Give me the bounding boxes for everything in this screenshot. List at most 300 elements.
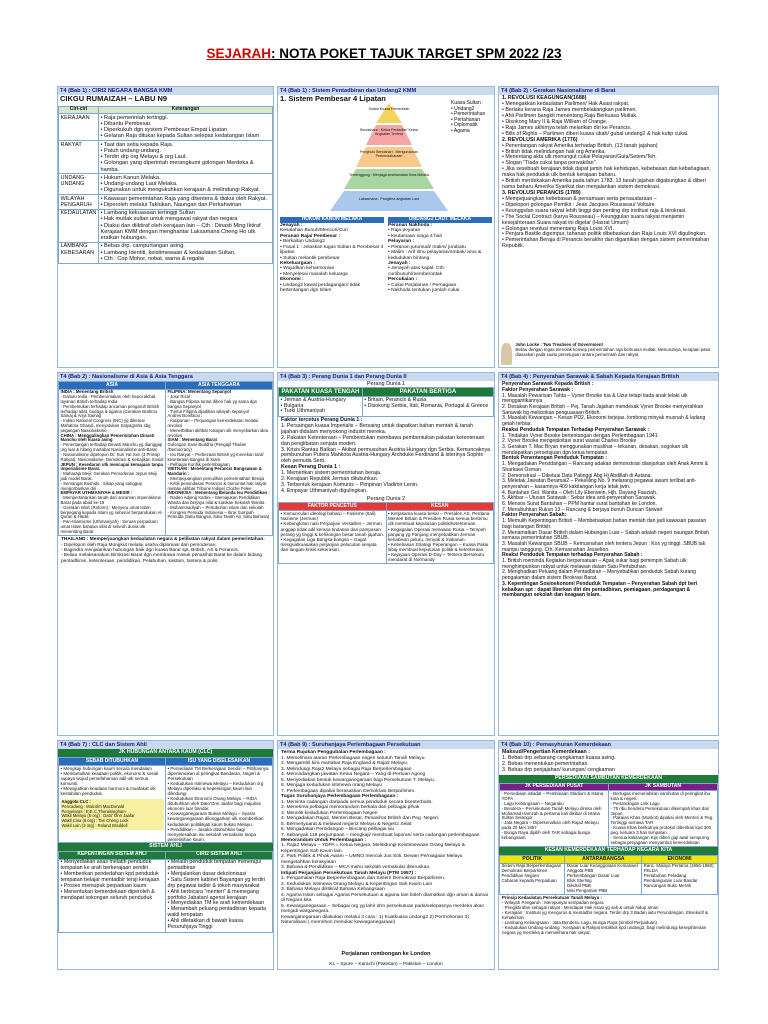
ekonomi-list	[642, 863, 718, 895]
section-suruhanjaya	[277, 740, 495, 970]
kemerdekaan-line: Maksud/Pengertian Kemerdekaan :	[502, 749, 591, 756]
jk-pusat-item: - Jata Negara – Diperkenalkan oleh Raja2 Melayu pada 20 Mei 1957	[501, 820, 599, 831]
suruhanjaya-line: Tugas Suruhanjaya Perlembagaan Perlembagaan :	[281, 794, 399, 800]
rundingan-title: Perjalanan rombongan ke London	[341, 950, 431, 957]
suruhanjaya-line: 2. Mengambil kira martabat Raja England & Raja2 Melayu.	[281, 761, 409, 767]
antarabangsa-item: Perkembangan Dasar Luar	[566, 873, 620, 879]
ciri-item: • Hak mutlak sultan untuk mengawal rakyat dan negara	[100, 216, 238, 223]
sarawak-sabah-line: 3. Kepentingan Sosioekonomi Penduduk Tempatan – Penyerahan Sabah dpt beri kebaikan spt : dapat liberkan diri dm pentadbiran, pemiagaan, perdagangan & membangun sekolah dan keagaan Islam.	[502, 580, 698, 599]
asia-item: JEPUN : Kesedaran utk mencapai kemajuan tanpa imperialisme Barat.	[60, 461, 163, 472]
asia-tenggara-item: - Tuntut Filipina dijadikan wilayah sepanyol	[167, 408, 249, 414]
faktor-item: 1. Persaingan kuasa Imperialis – Bersaing untuk dapatkan bahan mentah & tanah jajahan didalam menyokong industri mereka.	[281, 422, 473, 435]
section-header: T4 (Bab 2) : Nasionalisme di Asia & Asia Tenggara	[58, 373, 273, 381]
asia-tenggara-item: Golongan Sami Buddha (Pengajil Thailan /Democracy)	[167, 442, 247, 453]
suruhanjaya-line: Intipati Perjanjian Persekutuan Tanah Melayu (PTM 1957) :	[281, 870, 416, 876]
politik-item: Demokrasi Berparlimen	[501, 868, 548, 874]
ciri-keterangan	[99, 114, 273, 141]
isu-item: • Persediaan TM Berkerajaan Sendiri – Piltihannya dipertemukan di peringkat Bandaran, Negeri & Persekutuan	[167, 766, 269, 782]
politik-list	[500, 863, 565, 895]
isu-list	[166, 765, 273, 842]
ciri-label: UNDANG-UNDANG	[59, 174, 99, 195]
sarawak-sabah-line: Faktor Penyerahan Sarawak :	[502, 386, 574, 393]
asia-item: - Pembentukan terhadap ancaman pengaruh British terhadap adat, budaya & agama (Gerakan Brahmo Samaj & Arya Samaj)	[60, 403, 160, 419]
uulm-item: • Nakhoda tentukan jumlah cukai	[388, 288, 460, 294]
ciri-item: • Gelaran Raja ditukar kepada Sultan selepas kedatangan Islam	[100, 133, 260, 140]
section-nasionalisme-asia	[57, 372, 274, 736]
barat-line: • British merdekakan Amerika pada tahun 1783. 13 tanah jajahan digabungkan & diberi nama baharu Amerika Syarikat dan menjalankan sistem demokrasi.	[502, 178, 706, 191]
kesan-pd2-item: • Kerjasama kuasa besar – Presiden AS, Perdana Menteri Britain & Presiden Rusia semua bertemu ulk membuat keputusan politik/ketenteraan.	[388, 511, 490, 527]
ciri-item: • Digunakan untuk mengukuhkan kerajaan & melindungi Rakyat.	[100, 187, 261, 194]
hkm-item: Peranan Raja/ Pembesar :	[280, 233, 341, 239]
ciri-sistem-item: • Melatih penduduk tempatan menerajui pentadbiran	[167, 859, 261, 871]
kuasa-list	[451, 107, 491, 135]
barat-line: • Slogan "Tiada cukai tanpa perwakilan".	[502, 160, 597, 167]
ciri-row	[59, 209, 273, 242]
sistem-pembesar-title: 1. Sistem Pembesar 4 Lipatan	[280, 94, 386, 104]
kemerdekaan-line: 3. Bebas drp penjajahan/ kurungan/ cengkaman	[502, 767, 615, 774]
pyramid-label-temenggung: Temenggung : Menjaga keselamatan Kota Melaka	[349, 173, 429, 177]
jk-sambutan-item: - Kuasa Khas berikutnya protokol diberikan kpd 300 peg. ketuara 3 hari tempatan	[610, 825, 712, 836]
sarawak-sabah-line: 1. British meminda Kegiatan berpersatuan – Agak sukar bagi pemimpin Sabah ulk menghimpunkan rakyat untuk melawan dalam Satu Pertubuhan.	[502, 558, 687, 570]
kesan-pd2-item: • Kebebasan Strategi Peperangan – Kuasa Pakai sibaj membuat keputusan politik & ketenteraan.	[388, 541, 489, 553]
asia-tenggara-item: Andres Bonifacio :	[167, 413, 203, 419]
asia-tenggara-item: - Katipunan – Perjuangan kemerdekaan melalui revolusi	[167, 418, 259, 429]
sistem-ahli-bar: SISTEM AHLI	[58, 843, 273, 851]
asia-list	[59, 389, 166, 535]
kesan-kemerdekaan-bar: KESAN KEMERDEKAAN TERHADAP NEGARA KITA	[499, 847, 718, 855]
sebab-item: • Mewujudkan keadaan harmoni & muafakat ulk kestabilan penduduk.	[60, 786, 156, 797]
section-nasionalisme-barat	[498, 86, 719, 368]
kemerdekaan-text	[499, 749, 718, 775]
ciri-item: • Terdiri drp org Melayu & org Laut.	[100, 154, 187, 161]
anggota-list	[62, 805, 163, 829]
antarabangsa-item: Blok Sterling	[566, 878, 592, 884]
kesan-item: 2. Kerajaan Republik Jerman ditubuhkan.	[281, 476, 379, 483]
suruhanjaya-line: 1. Meminta cadangan daripada semua penduduk secara bsenterbuits.	[281, 799, 433, 805]
prinsip-line: - Wilayah Pengaruh : Mempunyai sempadan negara	[502, 900, 604, 906]
ciri-item: • Diakui dan diiktiraf oleh kerajaan lain – Cth : Dinasti Ming Iktiraf Kerajaan KMM dengan menghantar Laksamana Cheng Ho utk eratkan hubungan.	[100, 222, 261, 242]
kepentingan-item: • Menentukan kemerdekaan diperoleh & mendapat sokongan seluruh penduduk	[60, 888, 155, 901]
suruhanjaya-line: 3. Bahasa Melayu dilitikraf Bahasa Kebangsaan	[281, 887, 385, 893]
thailand-point: - Dipelopori oleh Raja Mongkut melalui usaha diplomasi dan pemodenan.	[61, 542, 217, 548]
hkm-item: Kesalahan Bunuh/Mencuri/Curi	[280, 228, 348, 234]
asia-tenggara-item: - Isu Rakyat – Perbezaan British yg menekan taraf kesetaraan Bangsa di Siam	[167, 451, 264, 462]
faktor-item: 2. Pakatan Ketenteraan – Pembentukan membawa pembentukan pakatan ketenteraan dan penglibatan senjata moden.	[281, 434, 485, 447]
asia-tenggara-item: - Bangsa Filipina tuntut diberi hak yg sama dgn bangsa Sepanyol	[167, 398, 258, 409]
section-header: T4 (Bab 2) : Gerakan Nasionalisme di Barat	[499, 87, 718, 95]
anggota-title: Anggota CLC :	[61, 799, 91, 805]
asia-item: - Nasionalisme dipelopori Dr. Sun Yat Sen (3 Prinsip Rakyat): Nasionalisme, Demokrasi & Kebajikan Sosial	[60, 451, 164, 462]
locke-title: John Locke : Two Treatises of Government	[515, 342, 603, 347]
ciri-item: • Lambang kekuasaan tertinggi Sultan	[100, 210, 195, 217]
pakatan-bertiga-item: • Britain, Perancis & Rusia	[364, 396, 427, 403]
sarawak-sabah-line: 2. Menamatkan Dasar British dalam Hubungan Luar – Sabah adalah negeri naungan British semasa pemerintahan SBUB.	[502, 529, 709, 542]
uulm-item: • keutamaan niaga 4 hari	[388, 233, 443, 239]
barat-line: • Penentangan rakyat Amerika terhadap British. (13 tanah jajahan)	[502, 142, 658, 149]
uulm-item: • Peranan jurumudi/ malim/ jurubatu	[388, 244, 466, 250]
asia-item: EMPAYAR UTHMANIYAH & MESIR :	[60, 490, 133, 496]
faktor-pencetus-item: • Kegagalan Liga Bangsa-bangsa – Gagal menguatkuasakan perjanjian pelucutan senjata dan tangani krisis kekerasan.	[280, 536, 377, 553]
suruhanjaya-line: 2. Kedudukan Istimewa Orang Melayu & Kepentingan Sah Kaum Lain	[281, 881, 433, 887]
isu-item: • Kedudukan Istimewa Melayu – Kedudukan org Melayu diperakui & kepentingan kaum lain dilindungi	[167, 781, 264, 797]
kesan-pd2-item: • Kejayaan Operasi D-Day – Tentera Bersekutu mendarat di Normandy	[388, 552, 484, 563]
ciri-item: • Golongan yang diperintah merangkumi golongan Merdeka & hamba.	[100, 160, 254, 173]
col-header-isu: ISU YANG DISELESAIKAN	[166, 758, 273, 766]
barat-line: 3. REVOLUSI PERANCIS (1789)	[502, 190, 581, 196]
kuasa-item: • Diplomatik	[451, 122, 478, 129]
sebab-item: • Mengkaji hubungan kaum secara mendalam	[60, 766, 152, 772]
page-title	[0, 46, 768, 61]
jk-pusat-item: - Persediaan istiadat – Pembinaan Stadium & Istana YDPA	[501, 790, 604, 801]
barat-line: • Disokong Mary II & Raja William of Orange.	[502, 118, 608, 125]
ekonomi-item: Pertubuhan Peladang	[643, 873, 687, 879]
ciri-row	[59, 195, 273, 210]
sarawak-sabah-line: 2. Demonstrasi – Diketuai Datu Patinggi Abg Hj Abdillah di Astana.	[502, 472, 652, 479]
kuasa-item: • Pemerintahan	[451, 111, 486, 118]
asia-item: - Mempertahankan tanah dari ancaman imperialisme Barat pada abad ke-19	[60, 495, 162, 506]
asia-item: - Dahulu India : Pemberontakan oleh Sepoi akibat layanan British terhadap India	[60, 394, 156, 404]
prinsip-kedaulatan-text	[499, 895, 718, 936]
pd1-title: Perang Dunia 1	[366, 381, 406, 388]
section-sistem-pentadbiran	[277, 86, 495, 368]
isu-item: • Kewarganegaraan Bukan Melayu – Syarat kewarganegaraan dilonggarkan ulk memberikan kedudukan politikkjati kaum bukan Melayu.	[167, 811, 264, 827]
uulm-title: UNDANG2 LAUT MELAKA	[388, 217, 492, 223]
jk-sambutan-item: - Pakaian Khas (Muskot) dipakai oleh Menteri & Peg. Tertinggi semasa TAR	[610, 815, 714, 826]
column-left	[57, 86, 274, 970]
column-middle	[277, 86, 495, 970]
barat-line: • Ahli Parlimen bangkit menentang Raja Berkuasa Mutlak.	[502, 113, 638, 120]
barat-line: • Raja James akhirnya telah melarikan diri ke Perancis.	[502, 124, 632, 131]
pd2-title: Perang Dunia 2	[366, 495, 406, 502]
barat-line: • Mempejuangkan kebebasan & persamaan serta persaudaraan –	[502, 195, 657, 202]
asia-item: - Pan-Islamisme (Uthmaniyah) : Seruan perpaduan umat Islam bahawa sifat di seluruh dunia utk menentang Barat	[60, 519, 158, 534]
pakatan-bertiga-item: • Disokong Serbia, Itali, Romania, Portugal & Greece	[364, 402, 489, 409]
kesan-item: 4. Empayar Uthmaniyah digulingkan.	[281, 487, 368, 494]
barat-line: • British tidak melindungan hak org Amerika.	[502, 148, 606, 155]
section-header: T4 (Bab 1) : Sistem Pentadbiran dan Undang2 KMM	[278, 87, 494, 95]
faktor-title: Faktor tercetus Perang Dunia 1 :	[281, 416, 363, 423]
suruhanjaya-line: 3. Meneliti kedudukan Perlembagaan Negeri	[281, 810, 378, 816]
ciri-item: • Kawasan pemerintahan Raja yang ditentera & diakui oleh Rakyat.	[100, 195, 267, 202]
asia-tenggara-item: - Mempejuangkan pemulihan pemerintahan Beraja	[167, 475, 264, 481]
jk-pusat-header: JK PERSEDIAAN PUSAT	[500, 783, 609, 791]
jk-hubungan-bar: JK HUBUNGAN ANTARA KAUM (CLC)	[58, 749, 273, 757]
suruhanjaya-line: 4. Agama Islam sebagai Agama Persekutuan & agama lain boleh diamalkan dgn aman & damai di Negara kita	[281, 892, 488, 904]
suruhanjaya-line: 6. Menjaga kedudukan istimewa orang Melayu	[281, 783, 382, 789]
kuasa-tengah-header: PAKATAN KUASA TENGAH	[279, 388, 363, 397]
asia-item: INDIA : Menentang British	[60, 389, 114, 395]
faktor-pencetus-list	[279, 510, 387, 563]
pakatan-table	[278, 387, 494, 416]
barat-line: • Berlaku kerana Raja James membelakangkan parlimen.	[502, 107, 637, 114]
asia-tenggara-item: VIETNAM : Menentang Perancis Bangsawan & Mandarin :	[167, 466, 262, 477]
col-header-sebab: SEBAB DITUBUHKAN	[59, 758, 166, 766]
pakatan-bertiga-list	[362, 397, 493, 417]
sarawak-sabah-line: 1. Mengadakan Persidangan – Rancang adakan demonstrasi dianjurkan oleh Anak Ammi & Sharkawi Osman.	[502, 461, 709, 473]
persediaan-table	[499, 783, 718, 848]
uulm-item: Peranan Nakhoda :	[388, 222, 433, 228]
ciri-label: LAMBANG KEBESARAN	[59, 242, 99, 263]
ciri-keterangan	[99, 209, 273, 242]
ciri-row	[59, 114, 273, 141]
kemerdekaan-line: 1. Bebas drp sebarang cengkaman kuasa asing.	[502, 755, 616, 762]
sarawak-sabah-text	[499, 381, 718, 600]
sebab-list	[61, 766, 164, 796]
faktor-pencetus-item: • Kemunculan ideologi baharu – Fasisme (Itali) Nazisme (Jerman)	[280, 511, 376, 522]
pyramid-label-bendahara: Bendahara : Ketua Pentadbir/ Ketua Angkatan Tentera	[360, 128, 418, 137]
ciri-item: • Undang-undang Laut Melaka.	[100, 181, 178, 188]
sarawak-sabah-line: Faktor Penyerahan Sabah:	[502, 512, 567, 519]
sarawak-sabah-line: Bentuk Penentangan Penduduk Tempatan :	[502, 455, 607, 462]
route-text: KL – Spore – Karachi (Pakistan) – Pakistan – London	[329, 961, 443, 967]
suruhanjaya-line: Terma Rujukan Penggubalan Perlembagaan :	[281, 750, 386, 756]
barat-line: • Menegakkan kedaulatan Parlimen/ Hak Asasi rakyat.	[502, 101, 630, 108]
ciri-item: • Patuh undang-undang.	[100, 147, 161, 154]
sarawak-sabah-line: 2. Menghadkan Peluang dalam Pentadbiran – Menyebabkan penduduk Sabah kurang pengalaman dalam sistem Birokrasi Barat.	[502, 569, 696, 582]
barat-line: • Keunggulan suara rakyat lebih tinggi dan penting drp institusi raja & birokrasi.	[502, 207, 687, 214]
ciri-row	[59, 242, 273, 263]
kepentingan-item: • Menyediakan asas melatih penduduk tempatan ke arah berkerajaan sendiri	[60, 859, 152, 871]
sebab-item: • Membetulkan keadaan politik, ekonomi & sosial supaya wujud persefahaman adil utk semua komuniti.	[60, 771, 159, 787]
barat-line: • Menentang akta ulk menungut cukai Pelayaran/Gula/Setem/Teh.	[502, 154, 657, 161]
suruhanjaya-line: 7. Perlembagaan dipakai berasaskan Demokrasi Berparlimen.	[281, 788, 416, 794]
ciri-keterangan	[99, 141, 273, 174]
kepentingan-item: • Proses memupuk perpaduan kaum	[60, 882, 147, 889]
politik-item: Sistem Raja Berperlembagaan	[501, 863, 562, 869]
ciri-rows	[59, 114, 273, 264]
kuasa-item: • Undang2	[451, 105, 475, 112]
jk-sambutan-item: - Bertugas memeriahkan sambutan di peringkat ibu kota & negeri	[610, 790, 711, 801]
uulm-item: Jenayah :	[388, 260, 411, 266]
ekonomi-item: Pembangunan Luar Bandar	[643, 878, 698, 884]
ciri-item: • Diperoleh melalui Taklukan, Naungan dan Perkahwinan	[100, 201, 242, 208]
jk-sambutan-item: - Pertandingan Lirik Lagu	[610, 800, 660, 806]
ciri-sistem-item: • Ahli berbicara "menteri" & memegang portfolio Jabatan/ agensi kerajaan	[167, 888, 259, 901]
ciri-sistem-list	[166, 859, 273, 932]
suruhanjaya-line: 4. Mencadangkan jawatan Ketua Negara – Yang di-Pertuan Agong	[281, 772, 426, 778]
faktor-pencetus-item: • Kebangkitan nasi Perjanjian Versailles – Jerman anggap tidak adil kerana tindasan dan pampasan perang yg tinggi & kehilangan besar tanah jajahan.	[280, 521, 384, 537]
isu-item: • Pendidikan – Jasaka ditubuhkan bagi menyelesaikan isu sekolah vernakular tanpa perselisihan kaum.	[167, 826, 257, 842]
ciri-label: KERAJAAN	[59, 114, 99, 141]
section-header: T4 (Bab 1) : CIRI2 NEGARA BANGSA KMM	[58, 87, 273, 95]
asia-tenggara-item: - Muhammadiyah – Pertubuhan Islam dan sekolah	[167, 504, 264, 510]
barat-line: • Bills of Rights – Parlimen diberi kuasa ubah/ gubal undang2 & hak kutip cukai.	[502, 130, 689, 137]
kepentingan-item: • Memberikan pendedahan kpd penduduk tempatan belajar mentadbir tersji kerajaan	[60, 870, 160, 883]
antarabangsa-item: Anggota PBB	[566, 868, 594, 874]
kesan-item: 3. Terbentuk kerajaan Komunis – Pimpinan Vladimir Lenin.	[281, 482, 419, 489]
hkm-item: Ekonomi :	[280, 277, 304, 283]
kepentingan-list	[59, 859, 166, 932]
isu-item: • Kedudukan Ekonomi Orang Melayu – RIDA ditubuhkan oleh Dato'Onn Jaafar bagi majukan ekonomi luar bandar.	[167, 796, 262, 812]
ciri-table	[58, 106, 273, 264]
sarawak-sabah-line: 1. Masalah Pewarisan Tahta – Vyner Brooke tua & Uzur tetapi tiada anak lelaki ulk menggantikannya	[502, 392, 688, 405]
hkm-item: Jenayah :	[280, 222, 303, 228]
title-subject: SEJARAH	[206, 46, 271, 61]
suruhanjaya-line: 6. Mengadakan Persidangan – Bincang pelbagai isu	[281, 827, 395, 833]
kuasa-tengah-item: • Jerman & Austria-Hungary	[280, 396, 346, 403]
barat-line: 2. REVOLUSI AMERIKA (1776)	[502, 136, 578, 143]
clc-table	[58, 757, 273, 843]
ciri-row	[59, 174, 273, 195]
uulm-item: • Malim : Arif ilmu pelayaran/ombak/ arus & kedudukan bintang	[388, 250, 482, 261]
kuasa-tengah-item: • Bulgaria	[280, 402, 304, 409]
jk-pusat-item: - Bunga Raya dipilih oleh TAR sebagai bunga kebangsaan	[501, 830, 590, 841]
kesan-pd2-item: • Kegagalan Operasi menawan Rusia – Tempoh panjang yg Panjang menyebabkan Jerman kehabisan peluru, minyak & makanan.	[388, 526, 486, 542]
uulm-item: Pelayaran :	[388, 239, 415, 245]
pd2-table	[278, 502, 494, 564]
antarabangsa-list	[565, 863, 642, 895]
kuasa-title: Kuasa Sultan :	[451, 100, 484, 106]
barat-line: • Golongan revolusi menentang Raja Louis XVI.	[502, 225, 614, 232]
ciri-sistem-item: • Menyediakan TM ke arah kemerdekaan	[167, 900, 265, 907]
anggota-item: Wakil Cina (6 org) : Tan Cheng Lock	[61, 818, 129, 824]
kuasa-tengah-item: • Turki Uthmaniyah	[280, 408, 326, 415]
antarabangsa-item: Dikdraf PBB	[566, 883, 591, 889]
hkm-item: • Wujudkan keharmonian	[280, 266, 335, 272]
ciri-sistem-item: • Ahli diletakkan di bawah kuasa Pesuruhjaya Tinggi	[167, 918, 243, 931]
anggota-item: Wakil Melayu (6 org) : Dato' Onn Jaafar	[61, 813, 135, 819]
sarawak-sabah-line: 2. Desakan Kerajaan British – Pej. Tanah Jajahan mendesak Vyner Brooke menyerahkan Sarawak bg melicinkan penguasaan British.	[502, 404, 704, 416]
suruhanjaya-line: 5. Kewarganegaraan – Sebagai org yg lahir drm persekutuan pada/selepasnya merdeka akan menjadi warganegara.	[281, 903, 485, 915]
asia-tenggara-item: - Jose Rizal :	[167, 394, 193, 400]
asia-tenggara-item: FILIPINA: Menentang Sepanyol	[167, 389, 232, 395]
section-header: T4 (Bab 3) : Perang Dunia 1 dan Perang Dunia II	[278, 373, 494, 381]
antarabangsa-header: ANTARABANGSA	[565, 856, 642, 864]
sarawak-sabah-line: 3. Gerakan T. Mac Bryan menggunakan muslihat – tekanan, desakan, sogokan ulk mendapatkan persetujuan dgn ketua tempatan.	[502, 443, 689, 456]
column-right	[498, 86, 719, 970]
asia-item: - Indian National Congress (INC) yg diketuai Mahatma Ghandi, menyatukan Satyagraha sbg pegangan Nasionalisme	[60, 418, 151, 433]
barat-line: • Jika sesebuah kerajaan tidak dapat jamin hak kehidupan, kebebasan dan kebahagiaan, maka hak penduduk ulk bentuk kerajaan baharu.	[502, 166, 711, 179]
section-header: T4 (Bab 4) : Penyerahan Sarawak & Sabah Kepada Kerajaan British	[499, 373, 718, 381]
sarawak-sabah-line: 3. Meletak Jawatan Beramai2 – Pekeliling No. 9 melarang pegawai awam terlibat anti-penyerahan – kasamnya 409 kakitangan kerja letak jwtn.	[502, 478, 697, 490]
jk-pusat-list	[500, 791, 609, 847]
hkm-list	[280, 223, 384, 294]
section-clc-sistem-ahli	[57, 740, 274, 970]
col-header-ciri: CIRI2 SISTEM AHLI	[166, 851, 273, 859]
barat-line: 1. REVOLUSI KEAGUNGAN(1688)	[502, 95, 587, 102]
asia-item: - Penentangan terhadap Dinasti Manchu yg dianggap org luar & hilang martabat Nasionalisme anti-Barat	[60, 442, 163, 453]
sarawak-sabah-line: 6. Mensos Surat Bantahan – PPM hantar surat bantahan ke London.	[502, 501, 657, 508]
hkm-item: Kekeluargaan :	[280, 260, 316, 266]
hkm-item: • Menyelesai masalah keluarga	[280, 271, 348, 277]
sarawak-sabah-line: 3. Masalah Kewangan SBUB – Kemusnahan oleh tentera Jepun : Kos yg tinggi. SBUB tak mampu tanggung. Cth. Kemusnahan Jesselton.	[502, 540, 706, 553]
section-kemerdekaan	[498, 740, 719, 970]
asia-item: CHINA : Menggulingkan Pemerintahan Dinasti Manchu oleh kuasa asing	[60, 432, 155, 443]
suruhanjaya-line: Kewarganegaraan dilakukan melalui 3 cara : 1) Kuatkuasa undang2 2) Permohonan 3) Naturalisasi ( memohon menukar kewarganegaraan)	[281, 914, 469, 926]
hkm-item: • Sultan melantik pembesar	[280, 255, 340, 261]
suruhanjaya-line: 2. Menerima pelbagai memorandum berkala dari pelbagai pihak	[281, 805, 420, 811]
sarawak-sabah-line: 1. Tindakan Vyner Brooke bertentangan dengan Perlembagaan 1941	[502, 432, 658, 439]
author-line: CIKGU RUMAIZAH – LABU N9	[60, 94, 168, 104]
ekonomi-item: Rancangan Buku Merah	[643, 883, 692, 889]
locke-box	[501, 343, 717, 365]
jk-sambutan-list	[609, 791, 718, 847]
ciri-row	[59, 141, 273, 174]
pakatan-bertiga-header: PAKATAN BERTIGA	[362, 388, 493, 397]
antarabangsa-item: Dasar Luar Keanggotaan Komanwel	[566, 863, 638, 869]
faktor-pencetus-header: FAKTOR PENCETUS	[279, 503, 387, 511]
jk-pusat-item: - Lagu Kebangsaan – Negaraku	[501, 800, 564, 806]
suruhanjaya-line: 5. Menyediakan bentuk kewarganegaraan bagi Persekutuan T. Melayu.	[281, 777, 436, 783]
col-header-kepentingan: KEPENTINGAN SISTEM AHLI	[59, 851, 166, 859]
ciri-sistem-item: • Menambah peluang pentadbiran kepada wakil tempatan	[167, 906, 266, 919]
prinsip-line: - Lambang Kebangsaan : Jata,Bendera, Lagu, Bunga Raya (simbol Perpaduan)	[502, 920, 657, 926]
ciri-keterangan	[99, 195, 273, 210]
uulm-item: Percukaian :	[388, 277, 418, 283]
asia-tenggara-item: - Menerbitkan akhbar Kalayan ulk menyebarkan idea revolusi	[167, 427, 269, 438]
kesan-pd2-list	[386, 510, 494, 563]
faktor-list	[281, 424, 491, 465]
undang-undang-table	[278, 217, 494, 294]
hkm-item: • Fasal 1 : Jelaskan tugas Sultan & Pembesar 4 lipatan	[280, 244, 384, 256]
jk-sambutan-item: - Semua kakitangan Kijn diberi gaji awal sempurng sebagai penjagaan menyambut kemerdekaan	[610, 835, 710, 846]
ciri-item: • Bebas drp. campurtangan asing.	[100, 243, 185, 250]
asia-tenggara-list	[166, 389, 273, 535]
john-locke-portrait-icon	[501, 343, 512, 365]
kesan-title: Kesan Perang Dunia 1 :	[281, 464, 341, 471]
kesan-list	[281, 471, 491, 495]
hkm-title: HUKUM KANUN MELAKA	[280, 217, 384, 223]
thailand-text: THAILAND : Memperjuangkan kedaulatan negara & pelibatan rakyat dalam pemerintahan.	[61, 537, 265, 543]
asia-tenggara-item: - Raden Adjeng Kartini – Memajukan Pendidikan Wanita dan berjaya nilai & luaskan Sekolah Wanita	[167, 495, 265, 506]
sarawak-sabah-line: Penyerahan Sarawak Kepada British :	[502, 381, 594, 388]
sarawak-sabah-line: 3. Masalah Kewangan – Kesan PD2, Ekonomi terjejas, lombong minyak musnah & ladang getah terbiar.	[502, 415, 706, 428]
ciri-sistem-item: • Menjalankan dasar dekolonisasi	[167, 870, 247, 877]
persediaan-bar: PERSEDIAAN SAMBUTAN KEMERDEKAAN	[499, 775, 718, 783]
antarabangsa-item: Misi Pengaman PBB	[566, 888, 608, 893]
asia-tenggara-item: - Kongres Pemuda Indonesia – Ikrar Sumpah Pemuda (Satu Bangsa, Satu Tanah Air, Satu Bahasa)	[167, 509, 270, 520]
prinsip-line: - Pengiktirafan sebagai rakyat : Mendapat Hak Asasi yg sah & untuk hidup aman	[502, 905, 659, 911]
col-header-keterangan: Keterangan	[99, 106, 273, 114]
politik-item: Cabaran kepada Perpaduan	[501, 878, 557, 884]
barat-line: • The Social Contract (karya Rousseau) – Keunggulan suara rakyat menjamin kesejahteraan.Suara rakyat ini digelar (Hasrat Umum)	[502, 213, 685, 226]
col-header-asia: ASIA	[59, 382, 166, 390]
kesan-item: 1. Memerikan sistem pemerintahan beraja.	[281, 470, 382, 477]
anggota-item: Wakil Lain (3 org) : Roland Braddell	[61, 822, 128, 828]
ciri-keterangan	[99, 242, 273, 263]
col-header-ciri: Ciri-ciri	[59, 106, 99, 114]
jk-sambutan-header: JK SAMBUTAN	[609, 783, 718, 791]
ciri-label: RAKYAT	[59, 141, 99, 174]
section-ciri-negara-bangsa	[57, 86, 274, 368]
sarawak-sabah-line: 5. Akhbar – Utusan Sarawak : Sebar idea anti-penyerahan Sarawak.	[502, 495, 657, 502]
suruhanjaya-text	[278, 749, 494, 927]
uulm-item: • Cukai Perjalanan / Pernagaan	[388, 282, 457, 288]
uulm-item: • Jenayah atas kapal. Cth: curi/bunuh/memberontak	[388, 266, 445, 277]
ciri-sistem-item: • Satu Sistem kabinet Bayangan yg terdiri drp pegawai tadbir & tokoh masyarakat	[167, 876, 266, 889]
sarawak-sabah-line: 7. Menubuhkan Rukun 13 – Rancang & berjaya bunuh Duncan Stewart	[502, 506, 663, 513]
kesan-table	[499, 855, 718, 895]
asia-tenggara-item: INDONESIA : Menentang Belanda Isu Pendidikan :	[167, 490, 270, 496]
kuasa-sultan	[451, 101, 491, 135]
content-grid	[57, 86, 719, 970]
sistem-ahli-table	[58, 851, 273, 933]
sarawak-sabah-line: 2. Vyner Brooke mengeploitasi surat wasiat Charles Brooke	[502, 438, 637, 445]
prinsip-line: Prinsip Kedaulatan Persekutuan Tanah Melayu :	[502, 895, 602, 901]
section-header: T4 (Bab 9) : Suruhanjaya Perlembagaan Persekutuan	[278, 741, 494, 749]
sarawak-sabah-line: 4. Bantahan Gol. Wanita – Oleh Lily Eberwein, Hjh. Dayang Fauziah.	[502, 489, 658, 496]
ciri-item: • Raja pemerintah tertinggi.	[100, 114, 169, 121]
uulm-list	[388, 223, 492, 294]
kuasa-item: • Pertahanan	[451, 116, 480, 123]
ciri-item: • Diperkukuh dgn system Pembesar Empat Lipatan	[100, 127, 228, 134]
section-perang-dunia	[277, 372, 495, 736]
suruhanjaya-line: 1. Pengamalan Raja Berperlembagaan dan Sistem Demokrasi Berparlimen.	[281, 876, 446, 882]
section-header: T4 (Bab 10) : Pemasyhuran Kemerdekaan	[499, 741, 718, 749]
anggota-box	[61, 799, 164, 829]
thailand-point: - Bagindra menjalankan hubungan baik dgn kuasa Barat spt, British, AS & Perancis.	[61, 547, 240, 553]
suruhanjaya-line: 1. Raja2 Melayu – YDPA = Ketua Negara. Melindungi Keistimewaan Orang Melayu & Kepentingan Sah Kaum lain.	[281, 843, 465, 854]
